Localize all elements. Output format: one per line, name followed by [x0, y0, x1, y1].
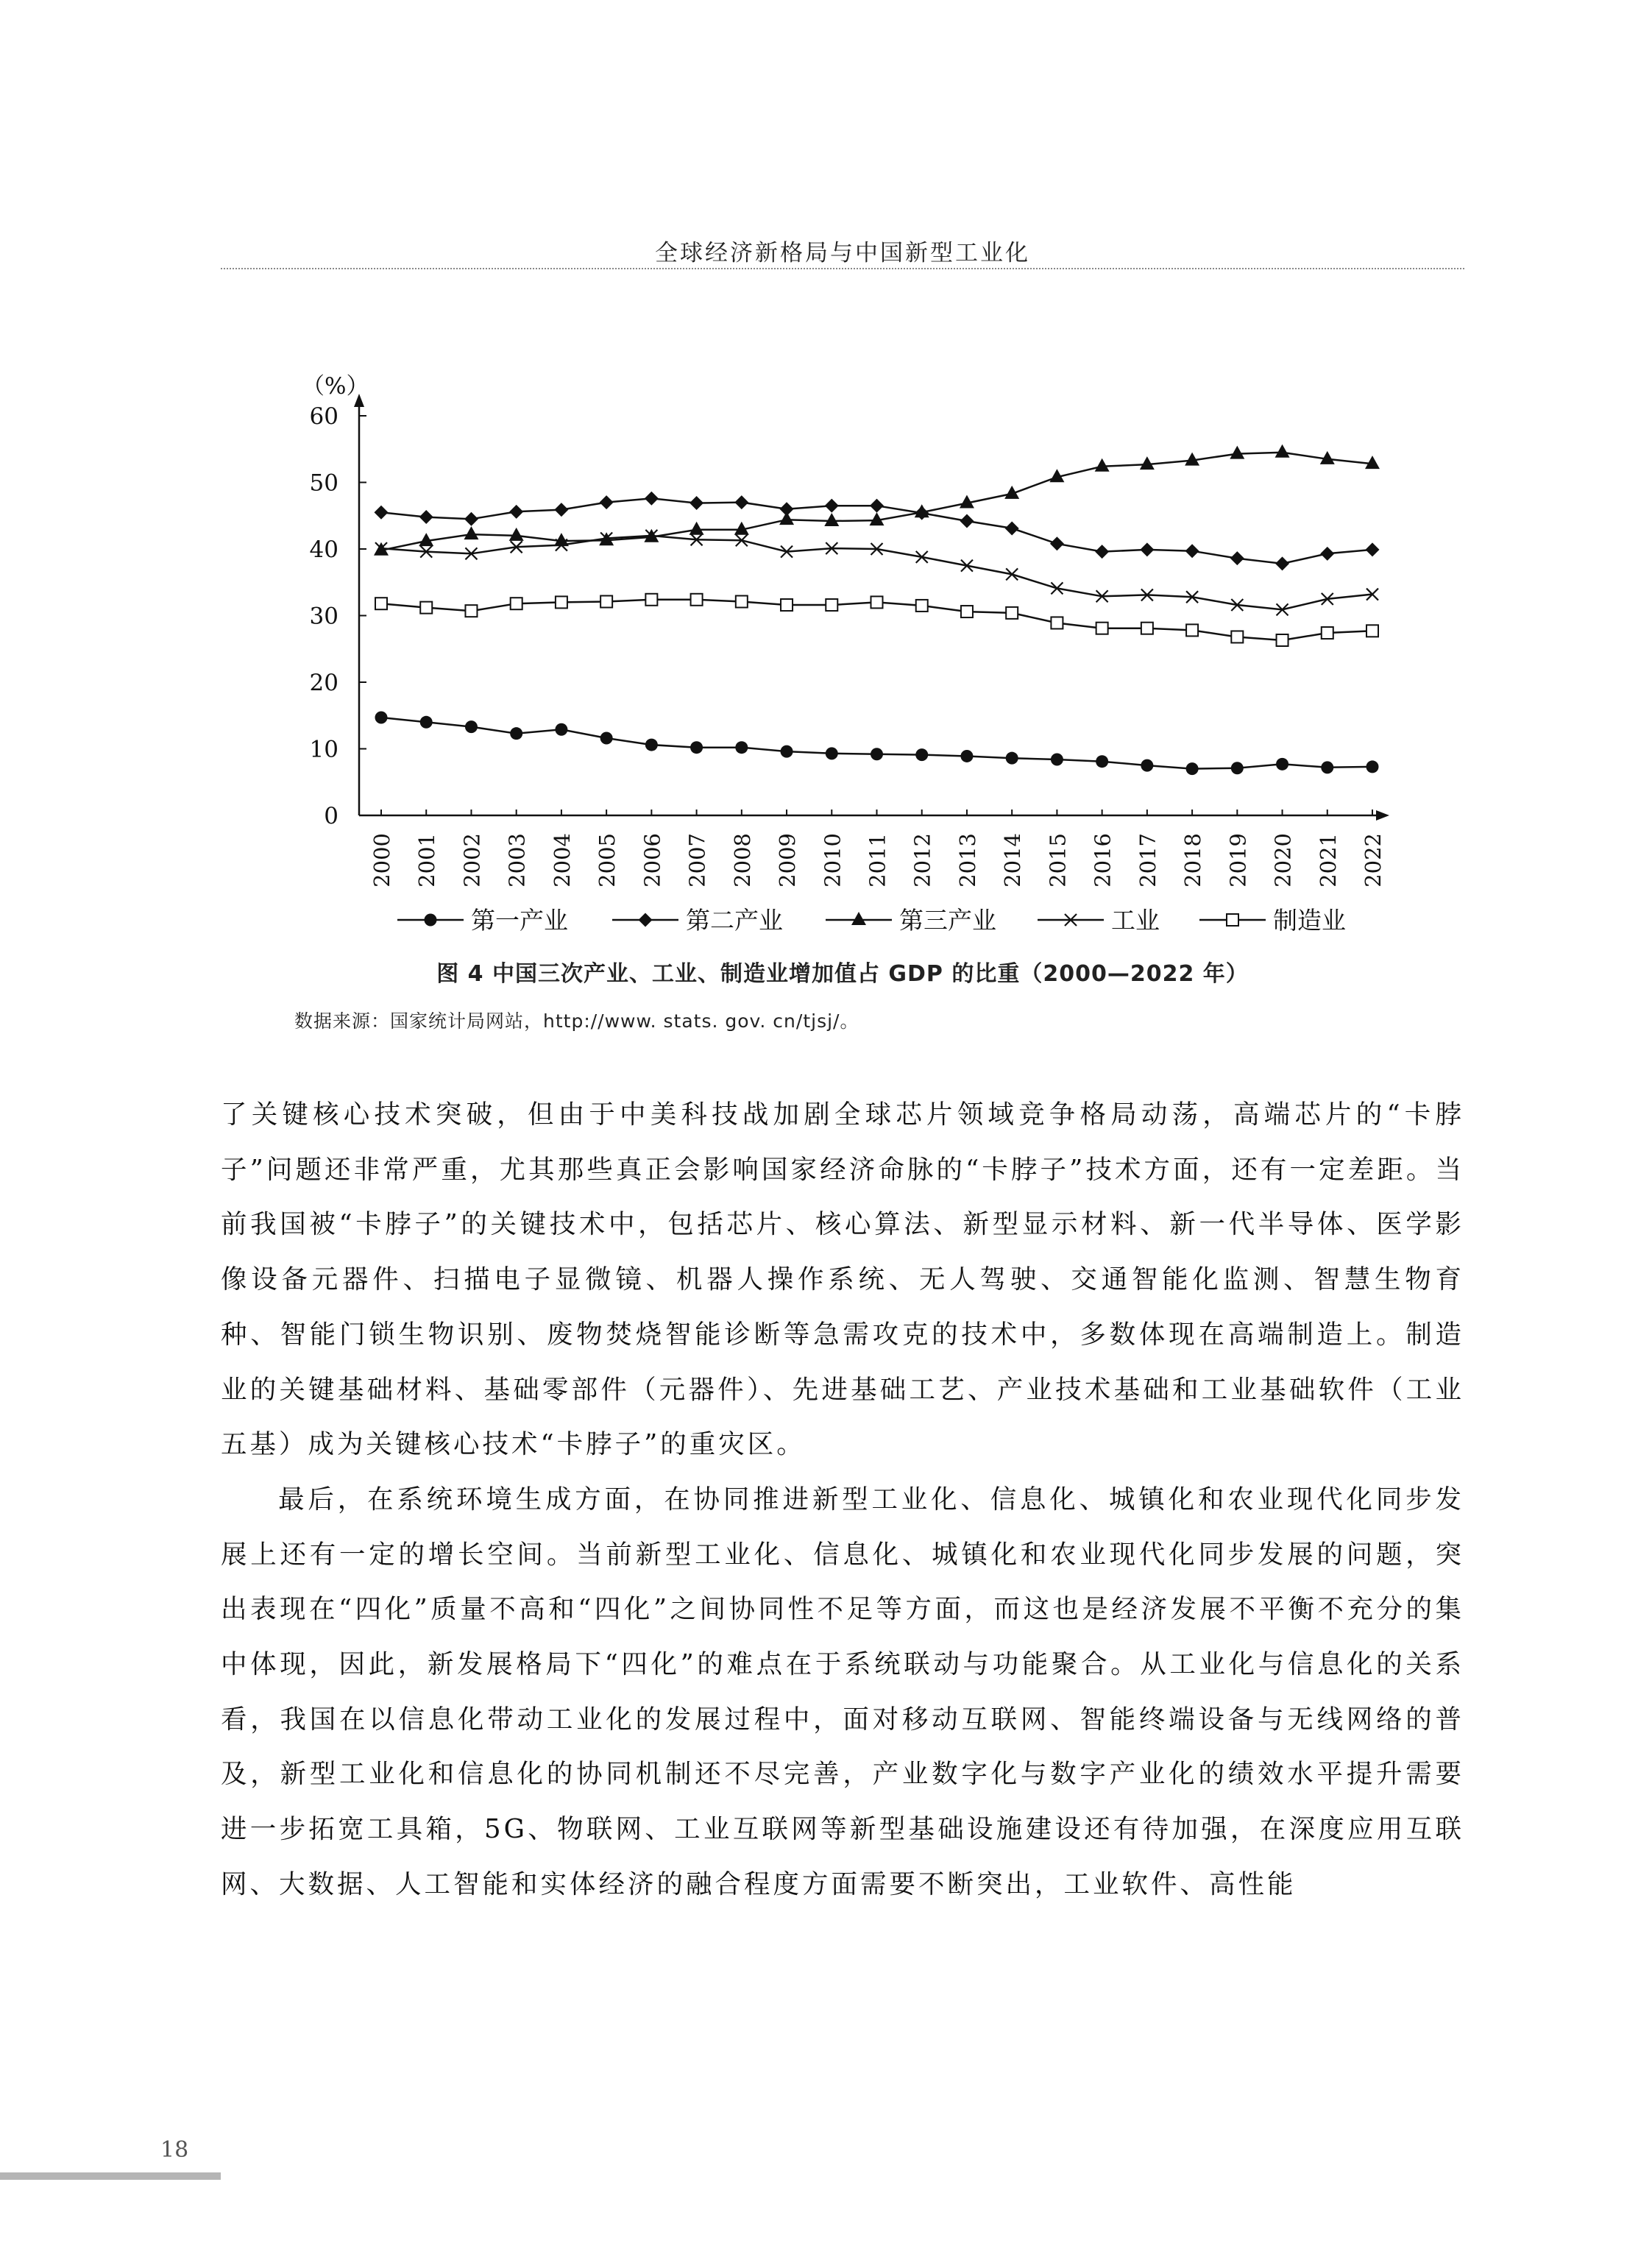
series-line — [381, 718, 1372, 769]
legend-label: 制造业 — [1273, 906, 1346, 935]
legend-marker — [639, 913, 653, 927]
y-tick-label: 10 — [309, 736, 338, 763]
x-tick-label: 2013 — [954, 833, 980, 888]
data-point — [826, 747, 838, 759]
x-tick-label: 2010 — [820, 833, 846, 888]
data-point — [464, 512, 478, 526]
y-tick-label: 50 — [309, 470, 338, 497]
data-point — [1006, 607, 1018, 619]
legend-marker — [1227, 914, 1238, 926]
legend-label: 第三产业 — [899, 906, 996, 935]
data-point — [465, 605, 477, 617]
data-point — [1321, 761, 1333, 773]
data-point — [1096, 623, 1108, 634]
footer-bar — [0, 2172, 221, 2180]
data-point — [600, 595, 612, 607]
data-point — [1051, 753, 1063, 765]
chart-axes — [302, 373, 1389, 888]
data-point — [779, 511, 794, 525]
data-point — [781, 745, 793, 758]
data-point — [1276, 758, 1288, 771]
legend-item-5 — [1199, 906, 1346, 935]
data-point — [689, 522, 704, 535]
data-point — [1231, 631, 1243, 642]
data-point — [961, 606, 973, 617]
x-tick-label: 2012 — [910, 833, 935, 888]
x-tick-label: 2006 — [639, 833, 665, 888]
x-tick-label: 2021 — [1315, 833, 1341, 888]
data-point — [1275, 556, 1289, 570]
legend-item-3 — [826, 906, 996, 935]
header-rule — [221, 268, 1464, 269]
data-point — [871, 748, 883, 760]
data-point — [554, 503, 568, 517]
data-point — [1096, 755, 1108, 768]
data-point — [1277, 634, 1288, 646]
legend-item-4 — [1038, 906, 1160, 935]
data-point — [555, 723, 567, 736]
x-tick-label: 2015 — [1045, 833, 1071, 888]
series-2 — [375, 492, 1380, 571]
y-tick-label: 0 — [324, 803, 338, 829]
legend-label: 第一产业 — [471, 906, 568, 935]
line-chart — [280, 361, 1413, 949]
data-point — [1095, 545, 1109, 559]
data-point — [1141, 759, 1153, 772]
data-point — [375, 506, 389, 520]
x-tick-label: 2007 — [684, 833, 710, 888]
data-point — [691, 594, 703, 606]
series-1 — [375, 711, 1379, 775]
data-point — [509, 505, 523, 519]
data-point — [1275, 444, 1290, 458]
data-point — [1050, 536, 1064, 550]
x-axis-arrow — [1376, 810, 1389, 821]
x-tick-label: 2011 — [865, 833, 890, 888]
data-point — [1230, 446, 1244, 459]
data-point — [1005, 521, 1019, 535]
data-point — [600, 495, 614, 509]
x-tick-label: 2019 — [1225, 833, 1251, 888]
data-point — [1365, 456, 1380, 469]
data-point — [960, 514, 974, 528]
data-point — [465, 720, 478, 733]
data-point — [645, 492, 659, 506]
running-header: 全球经济新格局与中国新型工业化 — [655, 240, 1030, 266]
x-tick-label: 2016 — [1090, 833, 1116, 888]
legend-marker — [425, 914, 437, 927]
data-point — [916, 600, 928, 612]
chart-legend — [397, 906, 1346, 935]
data-point — [1006, 752, 1018, 765]
x-tick-label: 2002 — [459, 833, 485, 888]
legend-label: 第二产业 — [686, 906, 783, 935]
x-tick-label: 2004 — [549, 833, 575, 888]
x-tick-label: 2008 — [729, 833, 755, 888]
data-point — [375, 598, 387, 609]
data-point — [1186, 762, 1199, 775]
paragraph-2: 最后，在系统环境生成方面，在协同推进新型工业化、信息化、城镇化和农业现代化同步发展上还有一定的增长空间。当前新型工业化、信息化、城镇化和农业现代化同步发展的问题，突出表现在“四化”质量不高和“四化”之间协同性不足等方面，而这也是经济发展不平衡不充分的集中体现，因此，新发展格局下“四化”的难点在于系统联动与功能聚合。从工业化与信息化的关系看，我国在以信息化带动工业化的发展过程中，面对移动互联网、智能终端设备与无线网络的普及，新型工业化和信息化的协同机制还不尽完善，产业数字化与数字产业化的绩效水平提升需要进一步拓宽工具箱，5G、物联网、工业互联网等新型基础设施建设还有待加强，在深度应用互联网、大数据、人工智能和实体经济的融合程度方面需要不断突出，工业软件、高性能 — [221, 1484, 1464, 1899]
data-point — [825, 499, 839, 513]
page-number: 18 — [160, 2137, 189, 2163]
data-point — [375, 711, 388, 723]
y-tick-label: 60 — [309, 403, 338, 430]
data-point — [510, 727, 522, 740]
x-tick-label: 2014 — [1000, 833, 1026, 888]
x-tick-label: 2001 — [414, 833, 440, 888]
y-tick-label: 40 — [309, 536, 338, 563]
data-point — [1140, 542, 1154, 556]
data-point — [1140, 456, 1155, 470]
legend-label: 工业 — [1111, 906, 1160, 935]
y-tick-label: 30 — [309, 603, 338, 630]
data-point — [556, 596, 567, 608]
data-point — [871, 596, 883, 608]
data-point — [464, 526, 478, 539]
data-point — [1186, 624, 1198, 636]
data-point — [600, 732, 613, 745]
series-5 — [375, 594, 1378, 646]
data-point — [511, 598, 522, 609]
x-tick-label: 2009 — [775, 833, 801, 888]
legend-marker — [851, 912, 866, 925]
data-point — [420, 716, 433, 729]
legend-item-2 — [612, 906, 783, 935]
data-point — [1141, 623, 1153, 634]
x-tick-label: 2018 — [1180, 833, 1206, 888]
data-point — [870, 499, 884, 513]
data-point — [915, 748, 928, 761]
data-point — [1230, 551, 1244, 565]
y-unit-label: （%） — [302, 373, 369, 400]
data-point — [735, 741, 748, 754]
data-point — [826, 599, 837, 611]
x-tick-label: 2003 — [504, 833, 530, 888]
data-point — [1231, 762, 1244, 774]
data-point — [734, 495, 748, 509]
x-tick-label: 2005 — [595, 833, 620, 888]
data-point — [960, 750, 973, 762]
data-point — [1366, 760, 1379, 773]
data-point — [689, 496, 703, 510]
legend-item-1 — [397, 906, 568, 935]
data-point — [1322, 627, 1333, 639]
data-point — [736, 595, 748, 607]
data-point — [1320, 547, 1334, 561]
chart-plot-area — [374, 444, 1380, 775]
paragraph-1: 了关键核心技术突破，但由于中美科技战加剧全球芯片领域竞争格局动荡，高端芯片的“卡脖子”问题还非常严重，尤其那些真正会影响国家经济命脉的“卡脖子”技术方面，还有一定差距。当前我国被“卡脖子”的关键技术中，包括芯片、核心算法、新型显示材料、新一代半导体、医学影像设备元器件、扫描电子显微镜、机器人操作系统、无人驾驶、交通智能化监测、智慧生物育种、智能门锁生物识别、废物焚烧智能诊断等急需攻克的技术中，多数体现在高端制造上。制造业的关键基础材料、基础零部件（元器件）、先进基础工艺、产业技术基础和工业基础软件（工业五基）成为关键核心技术“卡脖子”的重灾区。 — [221, 1099, 1464, 1460]
x-tick-label: 2022 — [1361, 833, 1386, 888]
x-tick-label: 2020 — [1270, 833, 1296, 888]
data-point — [1366, 625, 1378, 637]
x-tick-label: 2017 — [1135, 833, 1160, 888]
data-point — [420, 602, 432, 614]
data-point — [645, 594, 657, 606]
data-point — [781, 599, 793, 611]
data-point — [1366, 542, 1380, 556]
figure-source: 数据来源：国家统计局网站，http://www. stats. gov. cn/tjsj/。 — [294, 1010, 859, 1032]
data-point — [509, 528, 524, 541]
figure-caption: 图 4 中国三次产业、工业、制造业增加值占 GDP 的比重（2000—2022 年） — [436, 961, 1249, 987]
data-point — [1095, 458, 1110, 472]
y-tick-label: 20 — [309, 670, 338, 696]
data-point — [645, 739, 658, 751]
data-point — [1051, 617, 1063, 628]
data-point — [824, 513, 839, 526]
data-point — [419, 510, 433, 524]
body-text — [221, 1088, 1464, 1913]
data-point — [690, 741, 703, 754]
x-tick-label: 2000 — [369, 833, 394, 888]
data-point — [1185, 544, 1199, 558]
